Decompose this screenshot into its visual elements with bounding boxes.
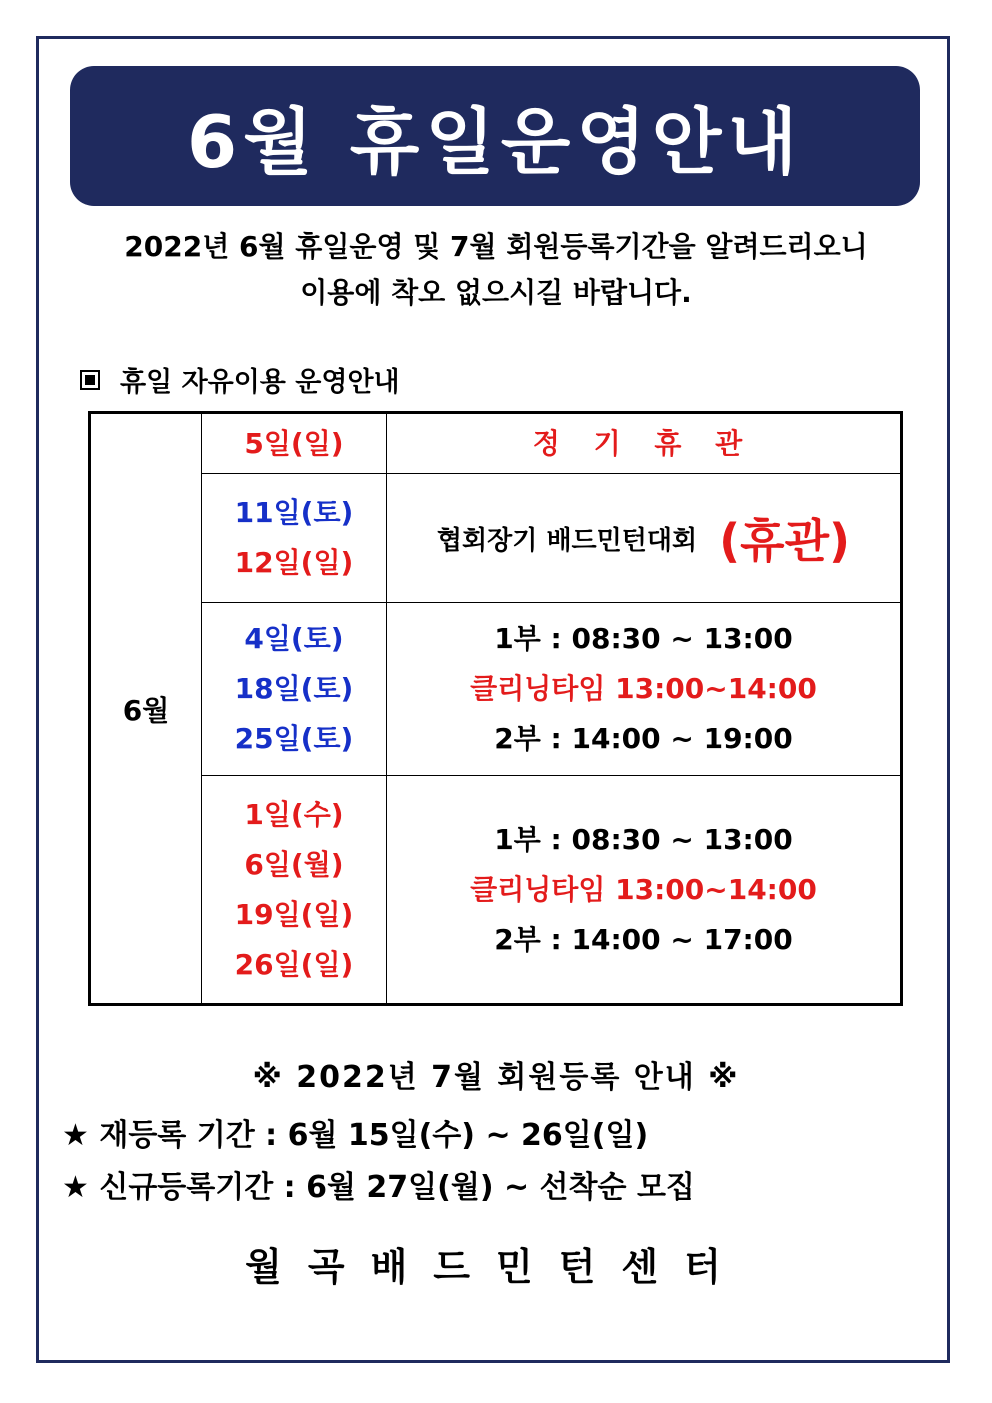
date-label: 11일(토) — [234, 496, 354, 529]
tournament-label: 협회장기 배드민턴대회 — [436, 525, 698, 556]
registration-info — [0, 1052, 992, 1205]
intro-text — [40, 224, 952, 316]
month-cell: 6월 — [90, 413, 202, 1005]
center-name: 월곡배드민턴센터 — [245, 1245, 747, 1289]
date-cell — [202, 413, 387, 474]
schedule-table — [88, 411, 903, 1006]
date-cell — [202, 603, 387, 776]
renewal-period: ★ 재등록 기간 : 6월 15일(수) ~ 26일(일) — [62, 1118, 649, 1153]
date-label: 12일(일) — [234, 546, 354, 579]
date-label: 5일(일) — [244, 426, 344, 460]
info-cell — [387, 603, 902, 776]
session-line: 1부 : 08:30 ~ 13:00 — [494, 622, 793, 655]
table-row — [90, 776, 902, 1005]
new-registration-period: ★ 신규등록기간 : 6월 27일(월) ~ 선착순 모집 — [62, 1170, 695, 1205]
title-banner — [70, 66, 920, 206]
info-cell — [387, 776, 902, 1005]
date-label: 6일(월) — [244, 847, 344, 881]
date-cell — [202, 474, 387, 603]
session-line: 2부 : 14:00 ~ 17:00 — [494, 922, 793, 956]
session-line: 1부 : 08:30 ~ 13:00 — [494, 822, 793, 856]
section-title: 휴일 자유이용 운영안내 — [120, 367, 400, 398]
closed-label: (휴관) — [719, 514, 851, 568]
info-cell — [387, 474, 902, 603]
session-line: 클리닝타임 13:00~14:00 — [470, 672, 817, 705]
table-row — [90, 603, 902, 776]
intro-line-2: 이용에 착오 없으시길 바랍니다. — [300, 276, 692, 309]
page-title: 6월 휴일운영안내 — [186, 100, 804, 184]
date-cell — [202, 776, 387, 1005]
session-line: 클리닝타임 13:00~14:00 — [470, 872, 817, 906]
table-row — [90, 474, 902, 603]
registration-title: ※ 2022년 7월 회원등록 안내 ※ — [252, 1060, 740, 1095]
table-row — [90, 413, 902, 474]
date-label: 4일(토) — [244, 622, 344, 655]
info-cell — [387, 413, 902, 474]
date-label: 18일(토) — [234, 672, 354, 705]
date-label: 25일(토) — [234, 722, 354, 755]
date-label: 19일(일) — [234, 897, 354, 931]
square-bullet-icon — [80, 370, 100, 390]
date-label: 1일(수) — [244, 797, 344, 831]
session-line: 2부 : 14:00 ~ 19:00 — [494, 722, 793, 755]
intro-line-1: 2022년 6월 휴일운영 및 7월 회원등록기간을 알려드리오니 — [124, 230, 868, 263]
regular-closure-label: 정 기 휴 관 — [532, 426, 755, 460]
date-label: 26일(일) — [234, 947, 354, 981]
section-heading — [80, 360, 400, 399]
